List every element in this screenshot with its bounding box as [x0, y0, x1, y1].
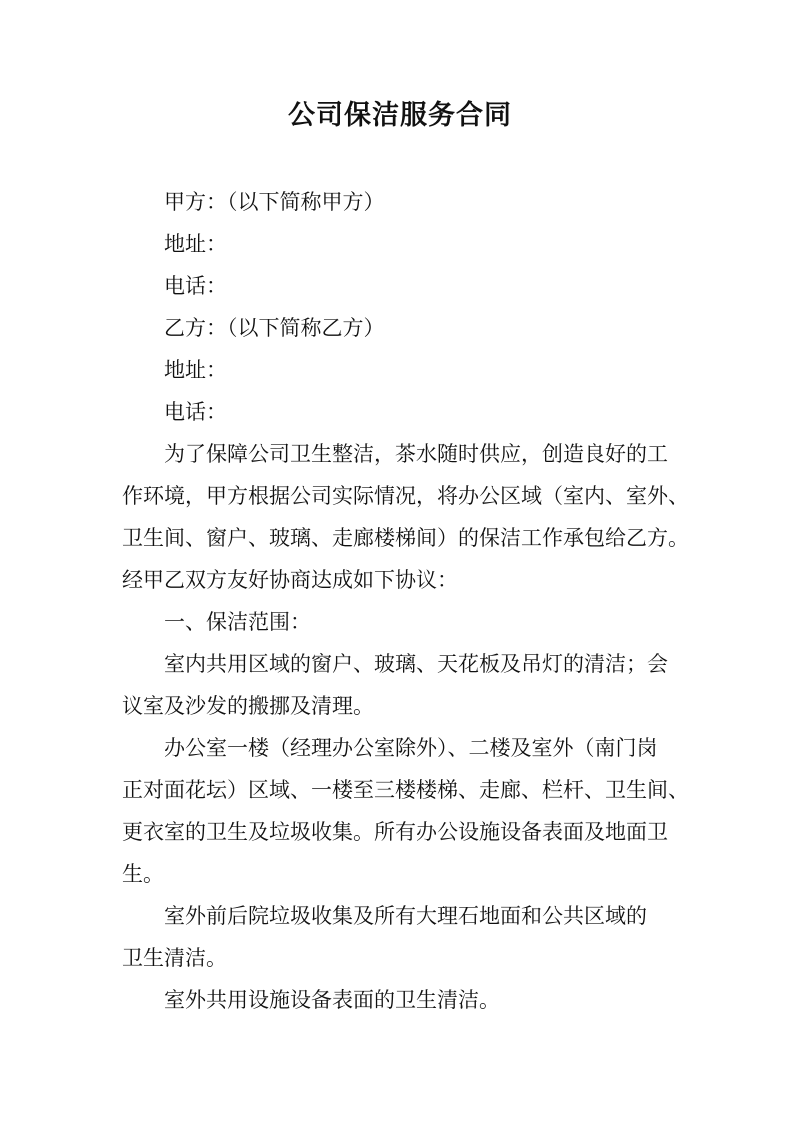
section-paragraph-line: 室内共用区域的窗户、玻璃、天花板及吊灯的清洁；会	[164, 652, 668, 676]
document-title: 公司保洁服务合同	[288, 100, 512, 131]
preamble-line: 为了保障公司卫生整洁，茶水随时供应，创造良好的工	[164, 442, 668, 466]
section-paragraph-line: 生。	[122, 862, 164, 886]
section-paragraph-line: 正对面花坛）区域、一楼至三楼楼梯、走廊、栏杆、卫生间、	[122, 778, 689, 802]
section-paragraph-line: 室外共用设施设备表面的卫生清洁。	[164, 988, 500, 1012]
section-paragraph-line: 室外前后院垃圾收集及所有大理石地面和公共区域的	[164, 904, 647, 928]
section-paragraph-line: 卫生清洁。	[122, 946, 227, 970]
section-paragraph-line: 更衣室的卫生及垃圾收集。所有办公设施设备表面及地面卫	[122, 820, 668, 844]
party-a-name: 甲方：（以下简称甲方）	[164, 190, 385, 214]
preamble-line: 经甲乙双方友好协商达成如下协议：	[122, 568, 458, 592]
preamble-line: 作环境，甲方根据公司实际情况，将办公区域（室内、室外、	[122, 484, 689, 508]
party-b-address: 地址：	[164, 358, 227, 382]
party-a-address: 地址：	[164, 232, 227, 256]
section-heading: 一、保洁范围：	[164, 610, 311, 634]
party-b-name: 乙方：（以下简称乙方）	[164, 316, 385, 340]
section-paragraph-line: 办公室一楼（经理办公室除外）、二楼及室外（南门岗	[164, 736, 658, 760]
section-paragraph-line: 议室及沙发的搬挪及清理。	[122, 694, 374, 718]
preamble-line: 卫生间、窗户、玻璃、走廊楼梯间）的保洁工作承包给乙方。	[122, 526, 689, 550]
party-b-phone: 电话：	[164, 400, 227, 424]
party-a-phone: 电话：	[164, 274, 227, 298]
